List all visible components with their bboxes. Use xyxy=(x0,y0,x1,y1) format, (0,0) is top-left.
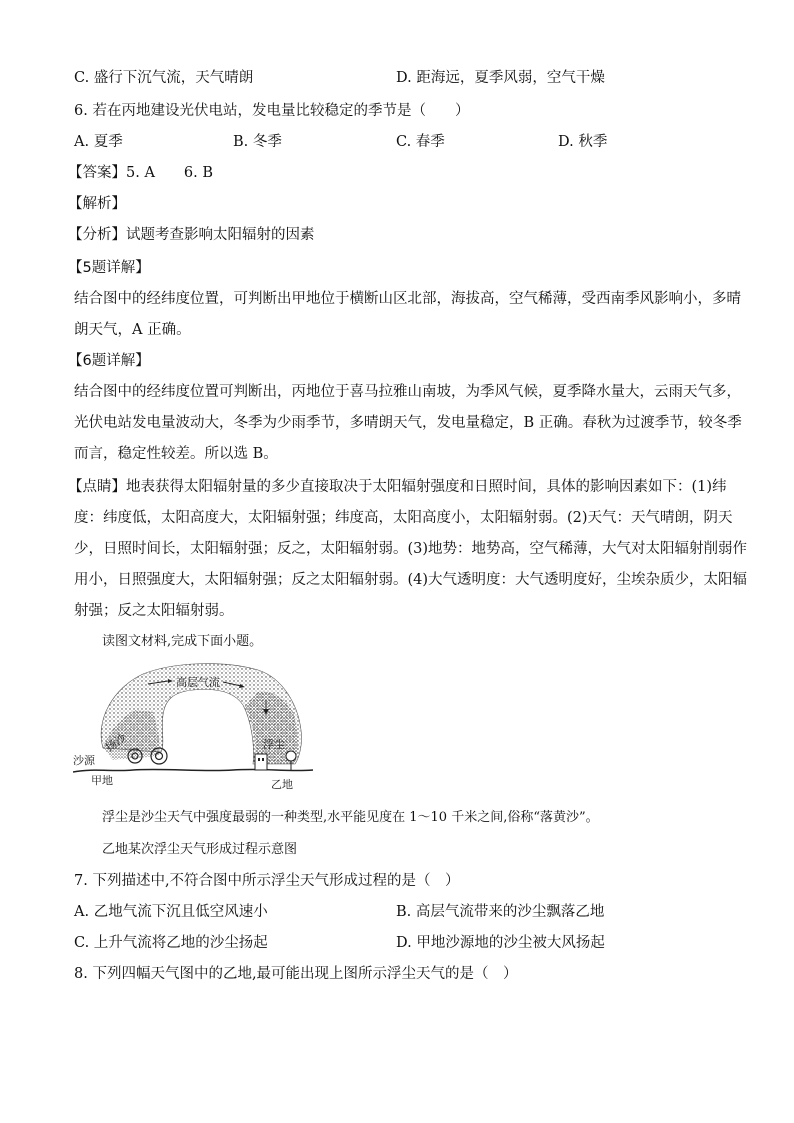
detail5-tag xyxy=(68,256,150,277)
q8-stem: 8. 下列四幅天气图中的乙地,最可能出现上图所示浮尘天气的是（ ） xyxy=(74,966,518,982)
dianjing-tag: 【点睛】 xyxy=(68,479,126,495)
q6-option-c: C. 春季 xyxy=(396,134,445,150)
detail6-line2: 光伏电站发电量波动大，冬季为少雨季节，多晴朗天气，发电量稳定，B 正确。春秋为过渡季节，较冬季 xyxy=(74,415,742,431)
tree xyxy=(286,751,296,761)
detail6-tag xyxy=(68,349,150,370)
q7-option-d: D. 甲地沙源地的沙尘被大风扬起 xyxy=(396,935,605,951)
detail6-line3: 而言，稳定性较差。所以选 B。 xyxy=(74,446,278,462)
fenxi-text: 试题考查影响太阳辐射的因素 xyxy=(126,227,315,243)
detail5-tag-text: 【5题详解】 xyxy=(68,260,150,276)
answer-line xyxy=(68,161,213,182)
q7-stem: 7. 下列描述中,不符合图中所示浮尘天气形成过程的是（ ） xyxy=(74,873,460,889)
ground-line xyxy=(73,769,313,772)
q6-option-d: D. 秋季 xyxy=(558,134,608,150)
dianjing-line2: 度：纬度低，太阳高度大，太阳辐射强；纬度高，太阳高度小，太阳辐射弱。(2)天气：天气晴朗，阴天 xyxy=(74,510,733,526)
q7-option-a: A. 乙地气流下沉且低空风速小 xyxy=(74,904,268,920)
dianjing-line3: 少，日照时间长，太阳辐射强；反之，太阳辐射弱。(3)地势：地势高，空气稀薄，大气对太阳辐射削弱作 xyxy=(74,541,748,557)
label-raise-sand: 扬沙 xyxy=(103,731,129,755)
answer-text: 5. A 6. B xyxy=(126,165,214,181)
detail5-line2: 朗天气，A 正确。 xyxy=(74,322,191,338)
q4-option-c: C. 盛行下沉气流，天气晴朗 xyxy=(74,70,254,86)
analysis-tag xyxy=(68,192,126,213)
analysis-tag-text: 【解析】 xyxy=(68,196,126,212)
detail5-line1: 结合图中的经纬度位置，可判断出甲地位于横断山区北部，海拔高，空气稀薄，受西南季风影响小，多晴 xyxy=(74,291,741,307)
label-jia: 甲地 xyxy=(91,774,113,787)
label-floating-dust: 浮尘 xyxy=(263,738,285,751)
label-upper-flow: 高层气流 xyxy=(176,676,220,689)
dust-weather-diagram xyxy=(73,660,318,790)
q7-option-b: B. 高层气流带来的沙尘飘落乙地 xyxy=(396,904,605,920)
building xyxy=(255,754,267,770)
dianjing-line1 xyxy=(68,475,727,496)
q6-option-b: B. 冬季 xyxy=(233,134,282,150)
material-intro: 读图文材料,完成下面小题。 xyxy=(102,634,263,649)
answer-tag: 【答案】 xyxy=(68,165,126,181)
q6-option-a: A. 夏季 xyxy=(74,134,123,150)
material-desc: 浮尘是沙尘天气中强度最弱的一种类型,水平能见度在 1～10 千米之间,俗称“落黄沙”。 xyxy=(102,810,599,825)
dianjing-line5: 射强；反之太阳辐射弱。 xyxy=(74,603,234,619)
label-sand-source: 沙源 xyxy=(73,754,95,767)
fenxi-line xyxy=(68,223,315,244)
q6-stem: 6. 若在丙地建设光伏电站，发电量比较稳定的季节是（ ） xyxy=(74,103,470,119)
q4-option-d: D. 距海远，夏季风弱，空气干燥 xyxy=(396,70,605,86)
label-yi: 乙地 xyxy=(271,778,293,790)
dianjing-text-1: 地表获得太阳辐射量的多少直接取决于太阳辐射强度和日照时间，具体的影响因素如下：(1)纬 xyxy=(126,479,727,495)
detail6-tag-text: 【6题详解】 xyxy=(68,353,150,369)
q7-option-c: C. 上升气流将乙地的沙尘扬起 xyxy=(74,935,268,951)
detail6-line1: 结合图中的经纬度位置可判断出，丙地位于喜马拉雅山南坡，为季风气候，夏季降水量大，云雨天气多， xyxy=(74,384,741,400)
fenxi-tag: 【分析】 xyxy=(68,227,126,243)
dianjing-line4: 用小，日照强度大，太阳辐射强；反之太阳辐射弱。(4)大气透明度：大气透明度好，尘埃杂质少，太阳辐 xyxy=(74,572,748,588)
figure-caption: 乙地某次浮尘天气形成过程示意图 xyxy=(102,842,298,857)
